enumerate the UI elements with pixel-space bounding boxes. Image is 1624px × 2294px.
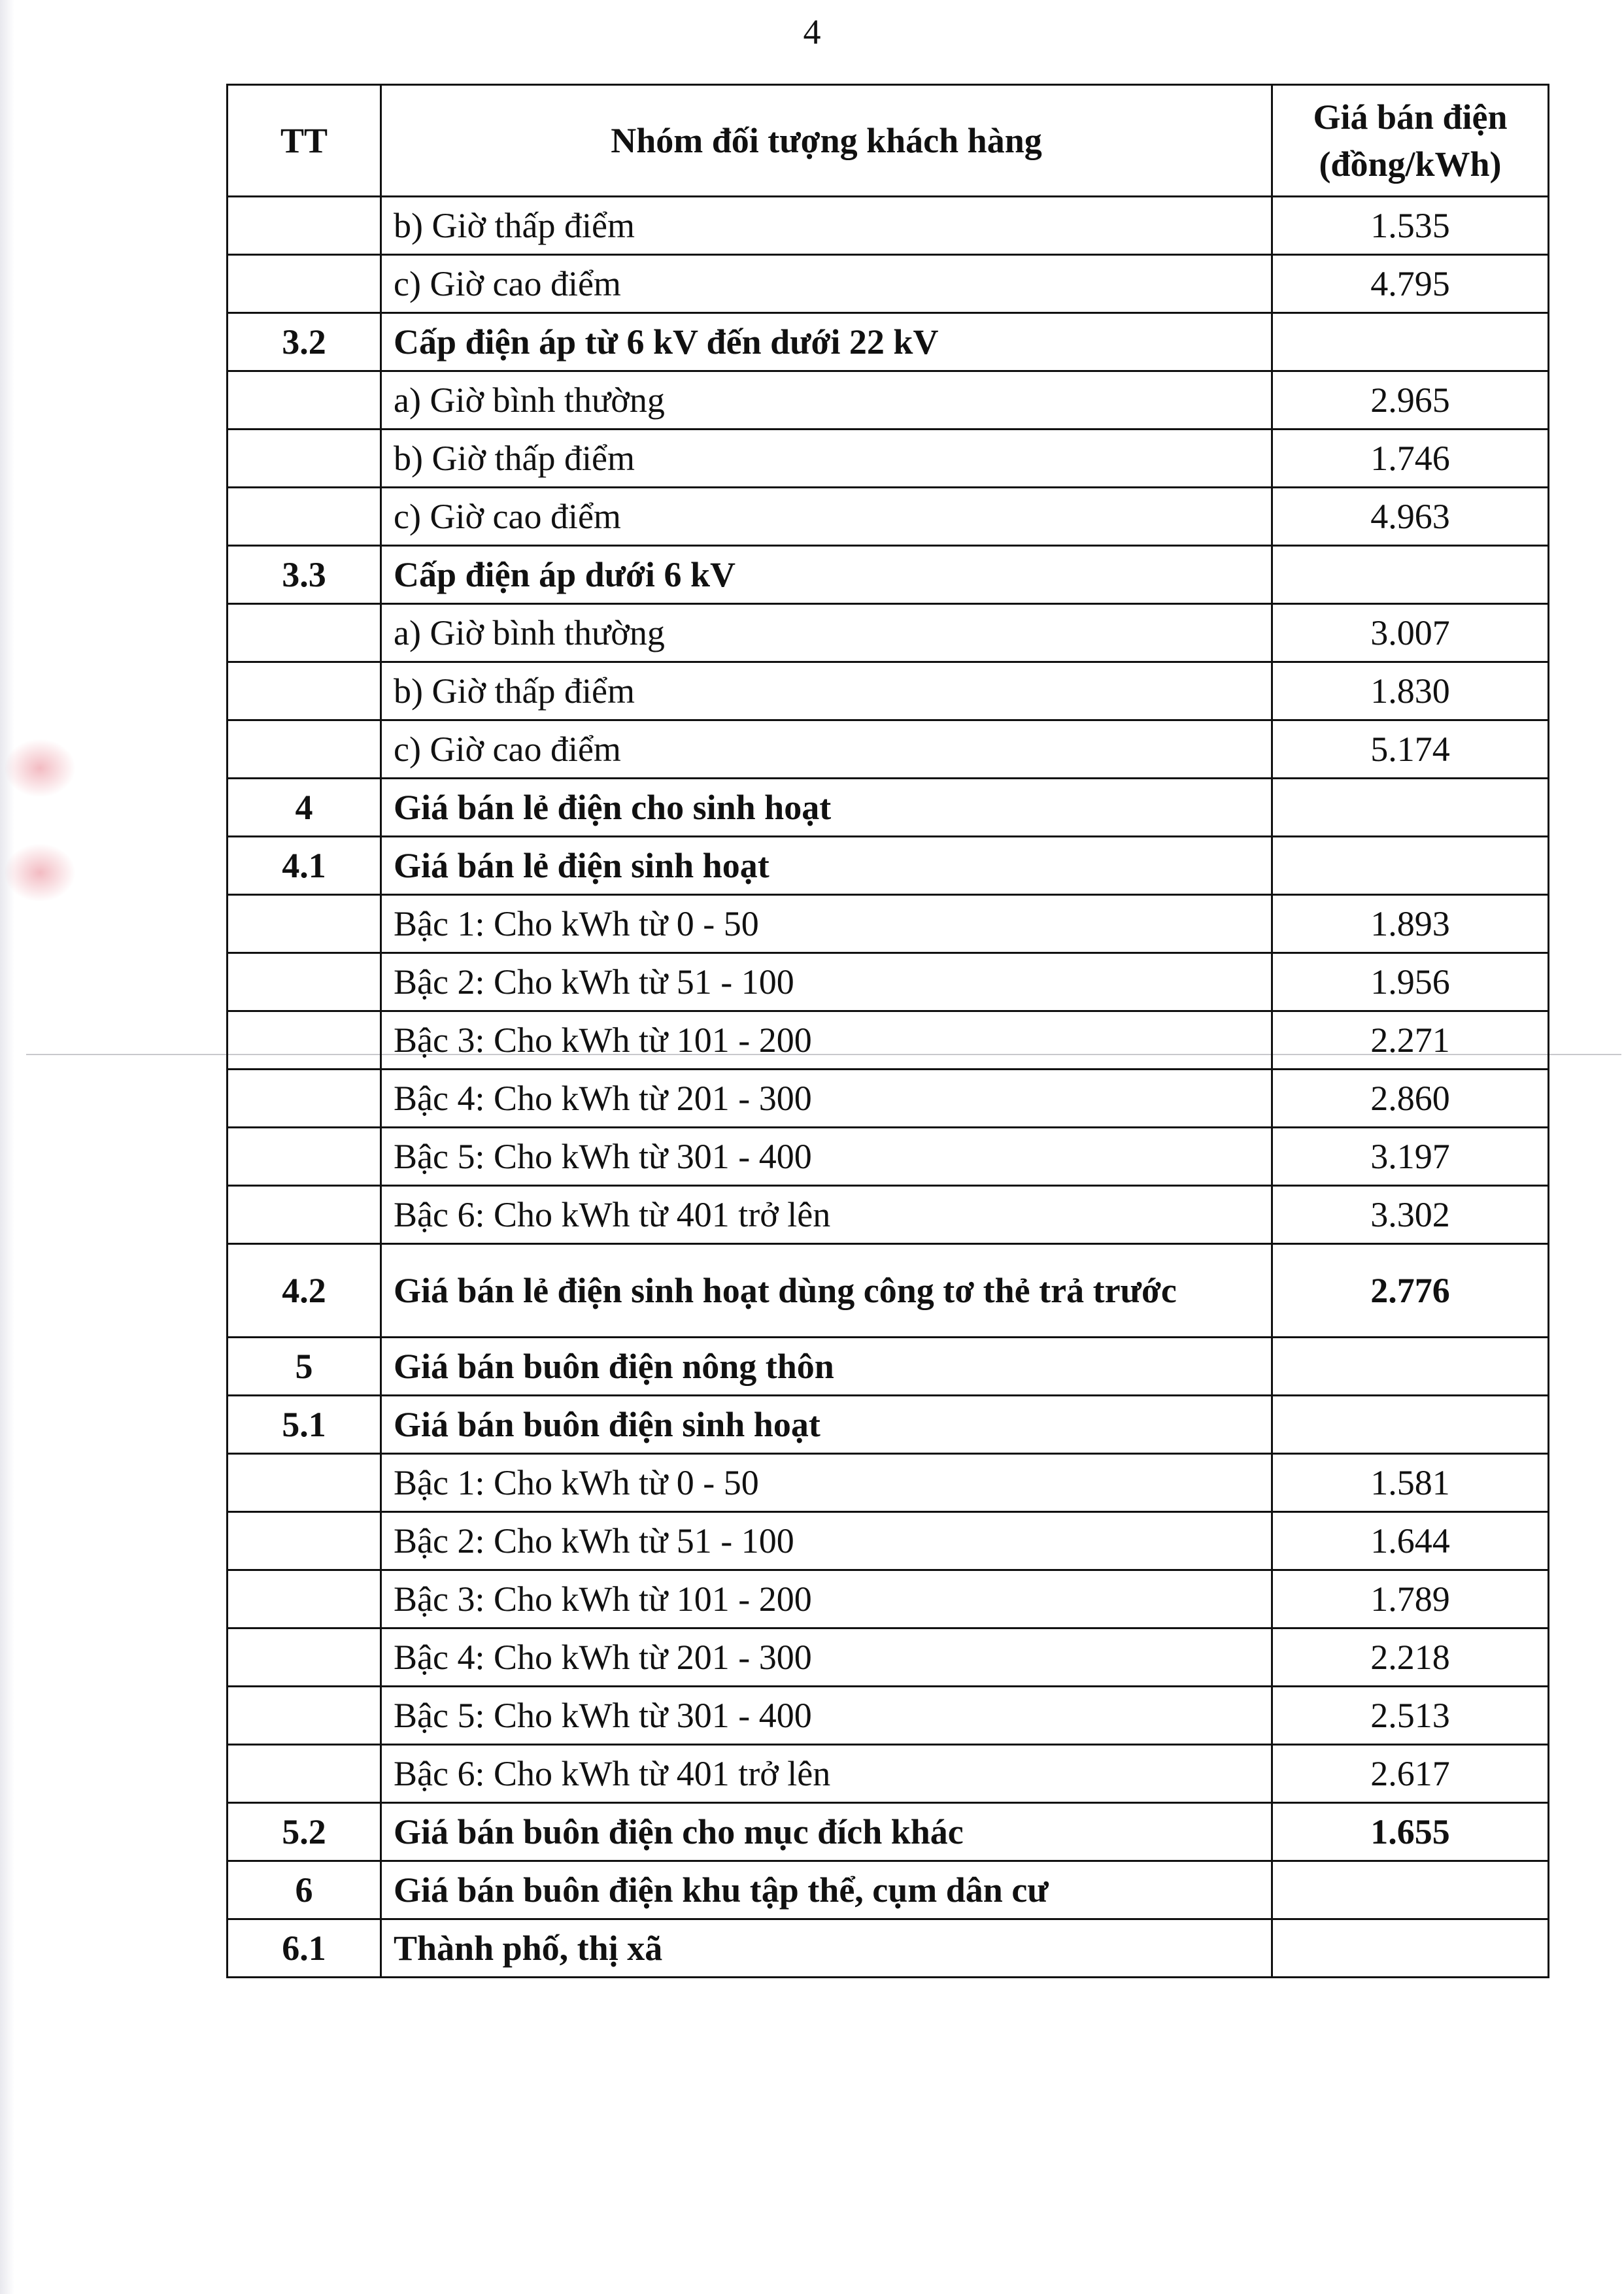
cell-price: 2.860 [1272,1070,1549,1128]
red-stamp-fragment [4,739,76,798]
table-row [228,837,1549,895]
table-body [228,197,1549,1978]
cell-customer-group: c) Giờ cao điểm [381,720,1272,779]
header-price [1272,85,1549,197]
cell-customer-group: a) Giờ bình thường [381,371,1272,430]
cell-customer-group: Bậc 3: Cho kWh từ 101 - 200 [381,1570,1272,1628]
cell-customer-group: Cấp điện áp từ 6 kV đến dưới 22 kV [381,313,1272,371]
cell-customer-group: Bậc 5: Cho kWh từ 301 - 400 [381,1128,1272,1186]
cell-tt: 4.1 [228,837,381,895]
electricity-price-table [226,84,1549,1978]
header-customer-group: Nhóm đối tượng khách hàng [381,85,1272,197]
cell-price: 2.776 [1272,1244,1549,1338]
table-header-row [228,85,1549,197]
cell-price [1272,1861,1549,1919]
table-row [228,546,1549,604]
cell-customer-group: Giá bán buôn điện sinh hoạt [381,1396,1272,1454]
cell-price: 1.956 [1272,953,1549,1011]
cell-price: 2.271 [1272,1011,1549,1070]
table-row [228,1396,1549,1454]
red-stamp-fragment [4,843,76,902]
cell-customer-group: Bậc 6: Cho kWh từ 401 trở lên [381,1745,1272,1803]
cell-tt [228,1186,381,1244]
cell-customer-group: Bậc 2: Cho kWh từ 51 - 100 [381,1512,1272,1570]
cell-tt [228,662,381,720]
cell-customer-group: a) Giờ bình thường [381,604,1272,662]
table-row [228,953,1549,1011]
cell-customer-group: Bậc 1: Cho kWh từ 0 - 50 [381,895,1272,953]
cell-price: 1.535 [1272,197,1549,255]
table-row [228,371,1549,430]
cell-tt [228,197,381,255]
cell-price [1272,779,1549,837]
cell-tt: 5.2 [228,1803,381,1861]
cell-customer-group: Bậc 1: Cho kWh từ 0 - 50 [381,1454,1272,1512]
cell-customer-group: Giá bán buôn điện khu tập thể, cụm dân cư [381,1861,1272,1919]
table-row [228,662,1549,720]
cell-price: 2.617 [1272,1745,1549,1803]
table-row [228,1128,1549,1186]
cell-price [1272,1338,1549,1396]
table-row [228,1512,1549,1570]
cell-customer-group: Giá bán buôn điện cho mục đích khác [381,1803,1272,1861]
cell-customer-group: Bậc 3: Cho kWh từ 101 - 200 [381,1011,1272,1070]
cell-customer-group: c) Giờ cao điểm [381,255,1272,313]
cell-tt [228,1128,381,1186]
cell-customer-group: Bậc 2: Cho kWh từ 51 - 100 [381,953,1272,1011]
table-row [228,1011,1549,1070]
cell-tt [228,953,381,1011]
cell-tt [228,255,381,313]
cell-customer-group: Giá bán lẻ điện sinh hoạt dùng công tơ thẻ trả trước [381,1244,1272,1338]
cell-price: 3.197 [1272,1128,1549,1186]
cell-price: 1.746 [1272,430,1549,488]
cell-tt [228,430,381,488]
page-number: 4 [803,12,821,52]
cell-price: 1.830 [1272,662,1549,720]
cell-price: 4.795 [1272,255,1549,313]
cell-price: 3.302 [1272,1186,1549,1244]
cell-tt [228,488,381,546]
table-row [228,313,1549,371]
header-price-line2: (đồng/kWh) [1319,144,1502,184]
table-row [228,1454,1549,1512]
header-price-line1: Giá bán điện [1313,97,1508,137]
scan-edge-shadow [0,0,14,2294]
cell-tt [228,1454,381,1512]
cell-customer-group: Bậc 4: Cho kWh từ 201 - 300 [381,1628,1272,1687]
cell-price [1272,1396,1549,1454]
cell-tt [228,604,381,662]
cell-price [1272,1919,1549,1978]
cell-customer-group: Bậc 4: Cho kWh từ 201 - 300 [381,1070,1272,1128]
table-row [228,1338,1549,1396]
cell-price: 1.581 [1272,1454,1549,1512]
header-tt: TT [228,85,381,197]
cell-tt: 6 [228,1861,381,1919]
cell-customer-group: Thành phố, thị xã [381,1919,1272,1978]
table-row [228,1745,1549,1803]
table-row [228,255,1549,313]
cell-tt: 6.1 [228,1919,381,1978]
cell-customer-group: Giá bán lẻ điện cho sinh hoạt [381,779,1272,837]
cell-tt [228,1628,381,1687]
cell-price: 1.644 [1272,1512,1549,1570]
cell-customer-group: Cấp điện áp dưới 6 kV [381,546,1272,604]
table-row [228,604,1549,662]
cell-price: 1.893 [1272,895,1549,953]
cell-customer-group: Giá bán lẻ điện sinh hoạt [381,837,1272,895]
cell-price: 1.789 [1272,1570,1549,1628]
table-row [228,720,1549,779]
cell-tt: 3.2 [228,313,381,371]
table-row [228,1628,1549,1687]
cell-tt: 5 [228,1338,381,1396]
cell-customer-group: Bậc 5: Cho kWh từ 301 - 400 [381,1687,1272,1745]
table-row [228,1687,1549,1745]
table-row [228,1244,1549,1338]
table-row [228,895,1549,953]
cell-tt [228,895,381,953]
cell-tt [228,1512,381,1570]
table-row [228,1861,1549,1919]
cell-tt [228,371,381,430]
table-row [228,1070,1549,1128]
table-row [228,1919,1549,1978]
cell-tt: 4 [228,779,381,837]
cell-tt [228,1745,381,1803]
cell-price: 4.963 [1272,488,1549,546]
cell-customer-group: b) Giờ thấp điểm [381,662,1272,720]
cell-tt: 4.2 [228,1244,381,1338]
cell-tt: 3.3 [228,546,381,604]
cell-tt [228,1687,381,1745]
cell-price: 3.007 [1272,604,1549,662]
cell-price: 1.655 [1272,1803,1549,1861]
cell-price [1272,546,1549,604]
cell-tt: 5.1 [228,1396,381,1454]
cell-customer-group: Bậc 6: Cho kWh từ 401 trở lên [381,1186,1272,1244]
cell-price: 2.218 [1272,1628,1549,1687]
cell-customer-group: c) Giờ cao điểm [381,488,1272,546]
cell-tt [228,720,381,779]
cell-customer-group: Giá bán buôn điện nông thôn [381,1338,1272,1396]
cell-customer-group: b) Giờ thấp điểm [381,430,1272,488]
cell-price [1272,313,1549,371]
table-row [228,1803,1549,1861]
table-row [228,779,1549,837]
cell-price: 2.513 [1272,1687,1549,1745]
table-row [228,1186,1549,1244]
cell-customer-group: b) Giờ thấp điểm [381,197,1272,255]
cell-tt [228,1011,381,1070]
cell-price: 5.174 [1272,720,1549,779]
table-row [228,430,1549,488]
cell-tt [228,1070,381,1128]
table-row [228,197,1549,255]
table-row [228,488,1549,546]
cell-price [1272,837,1549,895]
cell-price: 2.965 [1272,371,1549,430]
cell-tt [228,1570,381,1628]
table-row [228,1570,1549,1628]
